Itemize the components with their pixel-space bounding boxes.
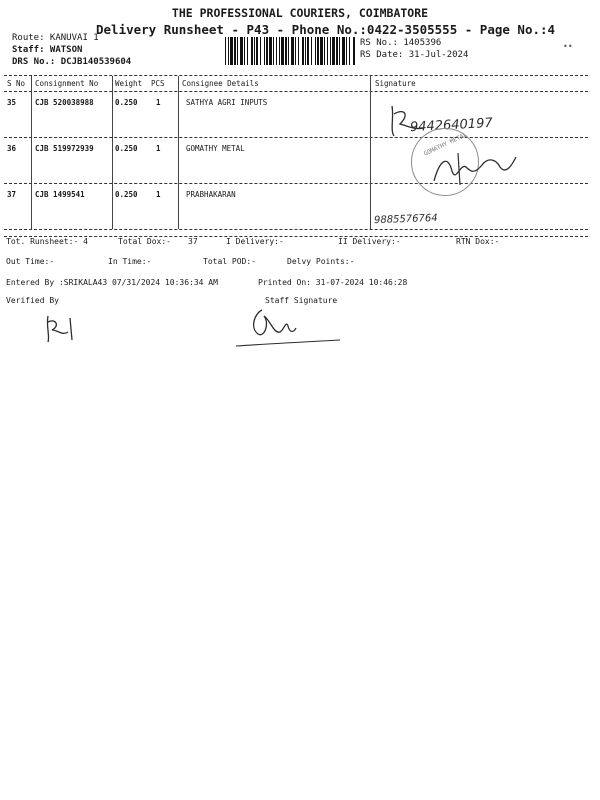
column-divider [370, 76, 371, 229]
table-bottom-rule [4, 229, 588, 230]
summary-rule [4, 236, 588, 237]
row-pcs: 1 [156, 144, 161, 153]
row-weight: 0.250 [115, 190, 138, 199]
verifier-signature [40, 312, 80, 344]
table-top-rule [4, 75, 588, 76]
row-weight: 0.250 [115, 144, 138, 153]
column-divider [112, 76, 113, 229]
ii-delivery: II Delivery:- [338, 237, 401, 246]
table-header-rule [4, 91, 588, 92]
col-header-weight: Weight [115, 79, 143, 88]
delvy-points: Delvy Points:- [287, 257, 355, 266]
drs-number: DRS No.: DCJB140539604 [12, 57, 132, 67]
total-dox-value: 37 [188, 237, 198, 246]
row-rule [4, 137, 588, 138]
column-divider [31, 76, 32, 229]
handwritten-phone: 9442640197 [409, 115, 494, 136]
row-pcs: 1 [156, 190, 161, 199]
row-consignment: CJB 1499541 [35, 190, 85, 199]
column-divider [178, 76, 179, 229]
stamp-text: GOMATHY METAL [422, 131, 469, 158]
col-header-signature: Signature [375, 79, 416, 88]
row-weight: 0.250 [115, 98, 138, 107]
in-time: In Time:- [108, 257, 152, 266]
col-header-consignee: Consignee Details [182, 79, 259, 88]
staff-signature [234, 306, 344, 354]
row-sno: 37 [7, 190, 17, 199]
staff-signature-label: Staff Signature [265, 296, 338, 305]
row-consignee: GOMATHY METAL [186, 144, 245, 153]
total-dox-label: Total Dox:- [118, 237, 171, 246]
row-sno: 36 [7, 144, 17, 153]
rtn-dox: RTN Dox:- [456, 237, 500, 246]
tot-runsheet: Tot. Runsheet:- 4 [6, 237, 88, 246]
row-pcs: 1 [156, 98, 161, 107]
i-delivery: I Delivery:- [226, 237, 284, 246]
col-header-consignment: Consignment No [35, 79, 99, 88]
rs-date: RS Date: 31-Jul-2024 [360, 50, 469, 60]
row-sno: 35 [7, 98, 17, 107]
printed-on: Printed On: 31-07-2024 10:46:28 [258, 278, 408, 287]
row-consignee: PRABHAKARAN [186, 190, 236, 199]
staff-label: Staff: WATSON [12, 45, 83, 55]
signature-scribble-2 [430, 145, 520, 190]
entered-by: Entered By :SRIKALA43 07/31/2024 10:36:34 AM [6, 278, 218, 287]
total-pod: Total POD:- [203, 257, 256, 266]
row-consignment: CJB 520038988 [35, 98, 94, 107]
rs-number: RS No.: 1405396 [360, 38, 442, 48]
side-mark: •• [563, 42, 573, 51]
handwritten-phone: 9885576764 [373, 212, 438, 227]
runsheet-title: Delivery Runsheet - P43 - Phone No.:0422-3505555 - Page No.:4 [96, 22, 556, 37]
verified-by-label: Verified By [6, 296, 59, 305]
barcode-image [225, 37, 355, 65]
out-time: Out Time:- [6, 257, 55, 266]
row-consignment: CJB 519972939 [35, 144, 94, 153]
row-consignee: SATHYA AGRI INPUTS [186, 98, 268, 107]
company-title: THE PROFESSIONAL COURIERS, COIMBATORE [171, 6, 429, 20]
col-header-sno: S No [7, 79, 26, 88]
route-label: Route: KANUVAI 1 [12, 33, 99, 43]
col-header-pcs: PCS [151, 79, 165, 88]
